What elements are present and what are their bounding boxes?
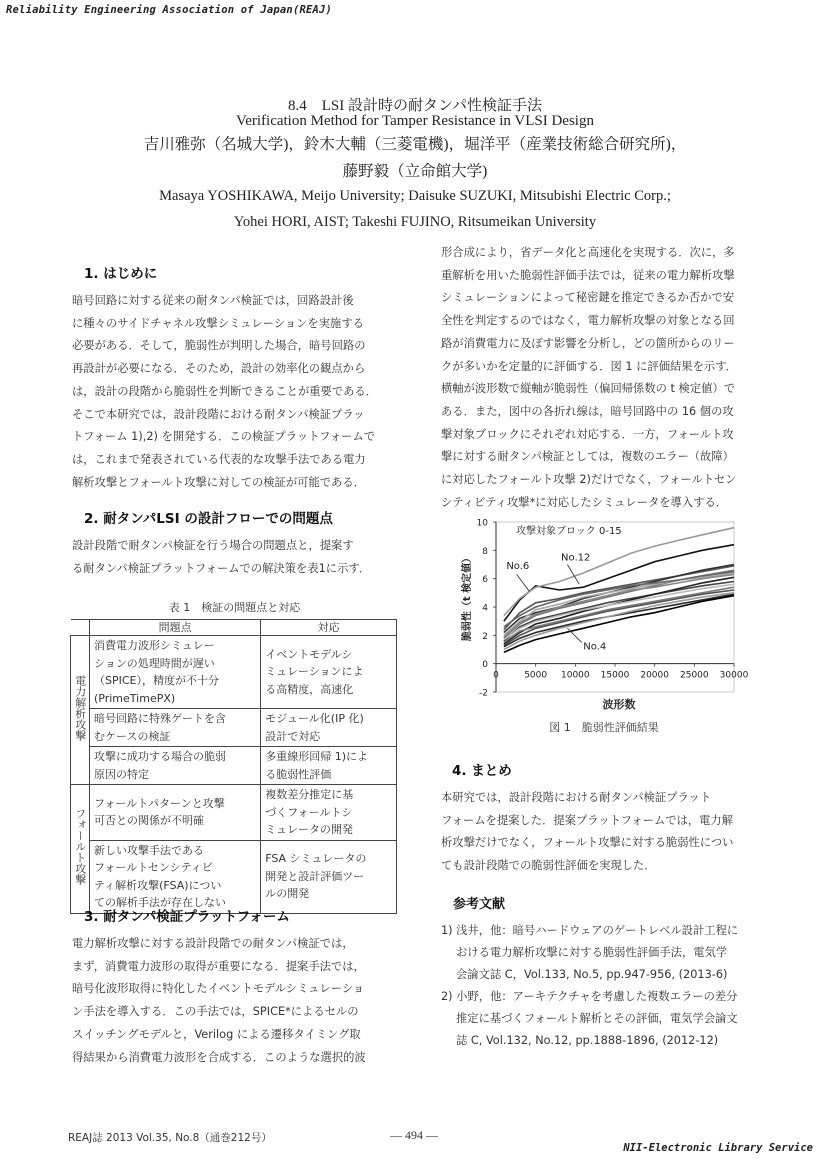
cell-line: ミュレーションによ [265,665,364,679]
table-cell [90,785,261,841]
y-axis-label: 脆弱性（t 検定値） [462,552,473,642]
figure1-chart [440,512,770,712]
cell-line: ションの処理時間が遅い [94,656,215,670]
ref-line: おける電力解析攻撃に対する脆弱性評価手法，電気学 [456,946,728,959]
text-line: る耐タンパ検証プラットフォームでの解決策を表1に示す． [72,561,371,575]
cell-line: 複数差分推定に基 [265,788,354,801]
annotation-no6-leader [517,574,530,591]
table1-caption: 表 1 検証の問題点と対応 [168,601,301,614]
cell-line: 開発と設計評価ツー [265,869,365,883]
cell-line: 原因の特定 [94,767,149,781]
cell-line: 新しい攻撃手法である [94,843,204,857]
cell-line: むケースの検証 [94,729,171,743]
right-column-body [441,242,767,514]
section1-body [72,290,397,494]
cell-line: （SPICE），精度が不十分 [94,674,219,687]
text-line: ある．また，図中の各折れ線は，暗号回路中の 16 個の攻 [441,404,734,418]
text-line: 重解析を用いた脆弱性評価手法では，従来の電力解析攻撃 [441,268,735,282]
reference-2 [441,986,771,1052]
text-line: そこで本研究では，設計段階における耐タンパ検証プラッ [72,407,365,421]
group-label: フォールト攻撃 [73,808,87,885]
table-corner [71,620,90,636]
y-tick-label: 8 [482,546,488,557]
cell-line: フォールトパターンと攻撃 [94,796,225,810]
reference-1 [441,920,771,986]
text-line: 必要がある．そして，脆弱性が判明した場合，暗号回路の [72,339,366,353]
section2-body [72,535,397,580]
text-line: フォームを提案した．提案プラットフォームでは，電力解 [441,813,734,827]
ref-line: 推定に基づくフォールト解析とその評価，電気学会論文 [456,1012,738,1025]
group-power-analysis [71,636,90,785]
x-tick-label: 5000 [524,670,548,681]
title-en: Verification Method for Tamper Resistance in VLSI Design [236,113,594,129]
table-cell [90,636,261,709]
table-cell [261,636,397,709]
text-line: 得結果から消費電力波形を合成する．このような選択的波 [72,1050,366,1064]
section4-body [441,787,767,878]
x-axis-label: 波形数 [602,698,636,711]
col-header-problem: 問題点 [90,620,261,636]
section4-heading: 4. まとめ [452,763,512,779]
text-line: シミュレーションによって秘密鍵を推定できるか否かで安 [441,291,735,305]
authors-en-1: Masaya YOSHIKAWA, Meijo University; Daisuke SUZUKI, Mitsubishi Electric Corp.; [159,188,671,204]
x-tick-label: 20000 [640,670,669,681]
authors-jp-2: 藤野毅（立命館大学) [342,163,488,180]
x-tick-label: 25000 [680,670,709,681]
x-tick-label: 15000 [600,670,630,681]
annotation-no12: No.12 [561,552,591,564]
authors-en-2: Yohei HORI, AIST; Takeshi FUJINO, Ritsumeikan University [233,214,597,230]
table-cell [90,747,261,785]
text-line: 形合成により，省データ化と高速化を実現する．次に，多 [441,246,735,259]
text-line: 横軸が波形数で縦軸が脆弱性（偏回帰係数の t 検定値）で [441,382,736,396]
cell-line: ミュレータの開発 [265,823,353,836]
cell-line: る高精度，高速化 [265,682,354,696]
text-line: 本研究では，設計段階における耐タンパ検証プラット [441,791,712,804]
section2-heading: 2. 耐タンパLSI の設計フローでの問題点 [84,511,333,527]
table-cell [90,709,261,747]
text-line: は，これまで発表されている代表的な攻撃手法である電力 [72,452,366,466]
cell-line: ルの開発 [265,887,310,901]
cell-line: 多重線形回帰 1)によ [265,750,369,763]
y-tick-label: 4 [482,603,488,614]
annotation-no6: No.6 [506,560,530,572]
x-tick-label: 0 [493,670,499,681]
text-line: 暗号化波形取得に特化したイベントモデルシミュレーショ [72,982,365,996]
ref-line: 誌 C, Vol.132, No.12, pp.1888-1896, (2012-12) [456,1034,719,1047]
cell-line: (PrimeTimePX) [94,691,176,705]
table-cell [90,840,261,913]
text-line: 路が消費電力に及ぼす影響を分析し，どの箇所からのリー [441,336,735,350]
section3-body [72,933,397,1069]
text-line: は，設計の段階から脆弱性を判断できることが重要である． [72,384,378,398]
annotation-no4: No.4 [583,641,607,653]
y-tick-label: -2 [479,688,488,699]
text-line: 電力解析攻撃に対する設計段階での耐タンパ検証では， [72,937,354,950]
cell-line: ての解析手法が存在しない [94,896,226,909]
text-line: 暗号回路に対する従来の耐タンパ検証では，回路設計後 [72,294,354,307]
text-line: 設計段階で耐タンパ検証を行う場合の問題点と，提案す [72,539,354,552]
cell-line: 攻撃に成功する場合の脆弱 [94,750,226,763]
y-tick-label: 0 [482,660,488,671]
footer-journal: REAJ誌 2013 Vol.35, No.8（通巻212号） [68,1132,272,1144]
group-label: 電力解析攻撃 [73,674,87,741]
text-line: ても設計段階での脆弱性評価を実現した． [441,859,656,873]
annotation-blocks: 攻撃対象ブロック 0-15 [516,526,622,537]
text-line: 全性を判定するのではなく，電力解析攻撃の対象となる回 [441,314,735,328]
cell-line: 可否との関係が不明確 [94,814,204,828]
title-jp: 8.4 LSI 設計時の耐タンパ性検証手法 [288,98,542,114]
y-tick-label: 10 [476,518,488,529]
text-line: まず，消費電力波形の取得が重要になる．提案手法では， [72,959,365,973]
cell-line: ティ解析攻撃(FSA)につい [94,878,222,892]
cell-line: 設計で対応 [265,729,321,743]
references-heading: 参考文献 [453,897,506,912]
cell-line: 暗号回路に特殊ゲートを含 [94,712,226,725]
section1-heading: 1. はじめに [84,266,158,282]
text-line: 撃対象ブロックにそれぞれ対応する．一方，フォールト攻 [441,427,734,441]
y-tick-label: 6 [482,575,488,586]
text-line: 撃に対する耐タンパ検証としては，複数のエラー（故障） [441,450,734,464]
text-line: 析攻撃だけでなく，フォールト攻撃に対する脆弱性につい [441,836,734,850]
figure1-caption: 図 1 脆弱性評価結果 [549,721,659,734]
cell-line: フォールトセンシティビ [94,861,213,874]
group-fault-attack [71,785,90,914]
section3-heading: 3. 耐タンパ検証プラットフォーム [84,909,290,925]
x-tick-label: 30000 [719,670,749,681]
footer-page-number: — 494 — [390,1128,438,1142]
text-line: に種々のサイドチャネル攻撃シミュレーションを実施する [72,316,364,330]
text-line: トフォーム 1),2) を開発する．この検証プラットフォームで [72,430,376,444]
authors-jp-1: 吉川雅弥（名城大学)，鈴木大輔（三菱電機)，堀洋平（産業技術総合研究所)， [143,136,687,153]
text-line: シティビティ攻撃*に対応したシミュレータを導入する． [441,495,728,509]
cell-line: モジュール化(IP 化) [265,712,364,725]
text-line: 解析攻撃とフォールト攻撃に対しての検証が可能である． [72,475,365,489]
header-banner: Reliability Engineering Association of Japan(REAJ) [6,4,333,16]
ref-line: 会論文誌 C，Vol.133, No.5, pp.947-956, (2013-6) [456,968,728,981]
ref-line: 2) 小野，他：アーキテクチャを考慮した複数エラーの差分 [441,990,738,1003]
cell-line: づくフォールトシ [265,805,353,819]
text-line: スイッチングモデルと，Verilog による遷移タイミング取 [72,1027,361,1041]
text-line: ン手法を導入する．この手法では，SPICE*によるセルの [72,1005,359,1019]
table1 [70,619,397,914]
text-line: クが多いかを定量的に評価する．図 1 に評価結果を示す． [441,359,737,373]
text-line: 再設計が必要になる．そのため，設計の効率化の観点から [72,362,366,376]
y-tick-label: 2 [482,631,488,642]
x-tick-label: 10000 [561,670,590,681]
table-cell [261,785,397,841]
cell-line: 消費電力波形シミュレー [94,639,215,652]
footer-banner: NII-Electronic Library Service [623,1142,813,1154]
col-header-response: 対応 [261,620,397,636]
table-cell [261,840,397,913]
cell-line: イベントモデルシ [265,647,353,661]
ref-line: 1) 浅井，他：暗号ハードウェアのゲートレベル設計工程に [441,924,739,937]
cell-line: FSA シミュレータの [265,852,367,866]
text-line: に対応したフォールト攻撃 2)だけでなく，フォールトセン [441,473,737,487]
cell-line: る脆弱性評価 [265,767,332,781]
references-list [441,920,771,1052]
table-cell [261,709,397,747]
table-cell [261,747,397,785]
